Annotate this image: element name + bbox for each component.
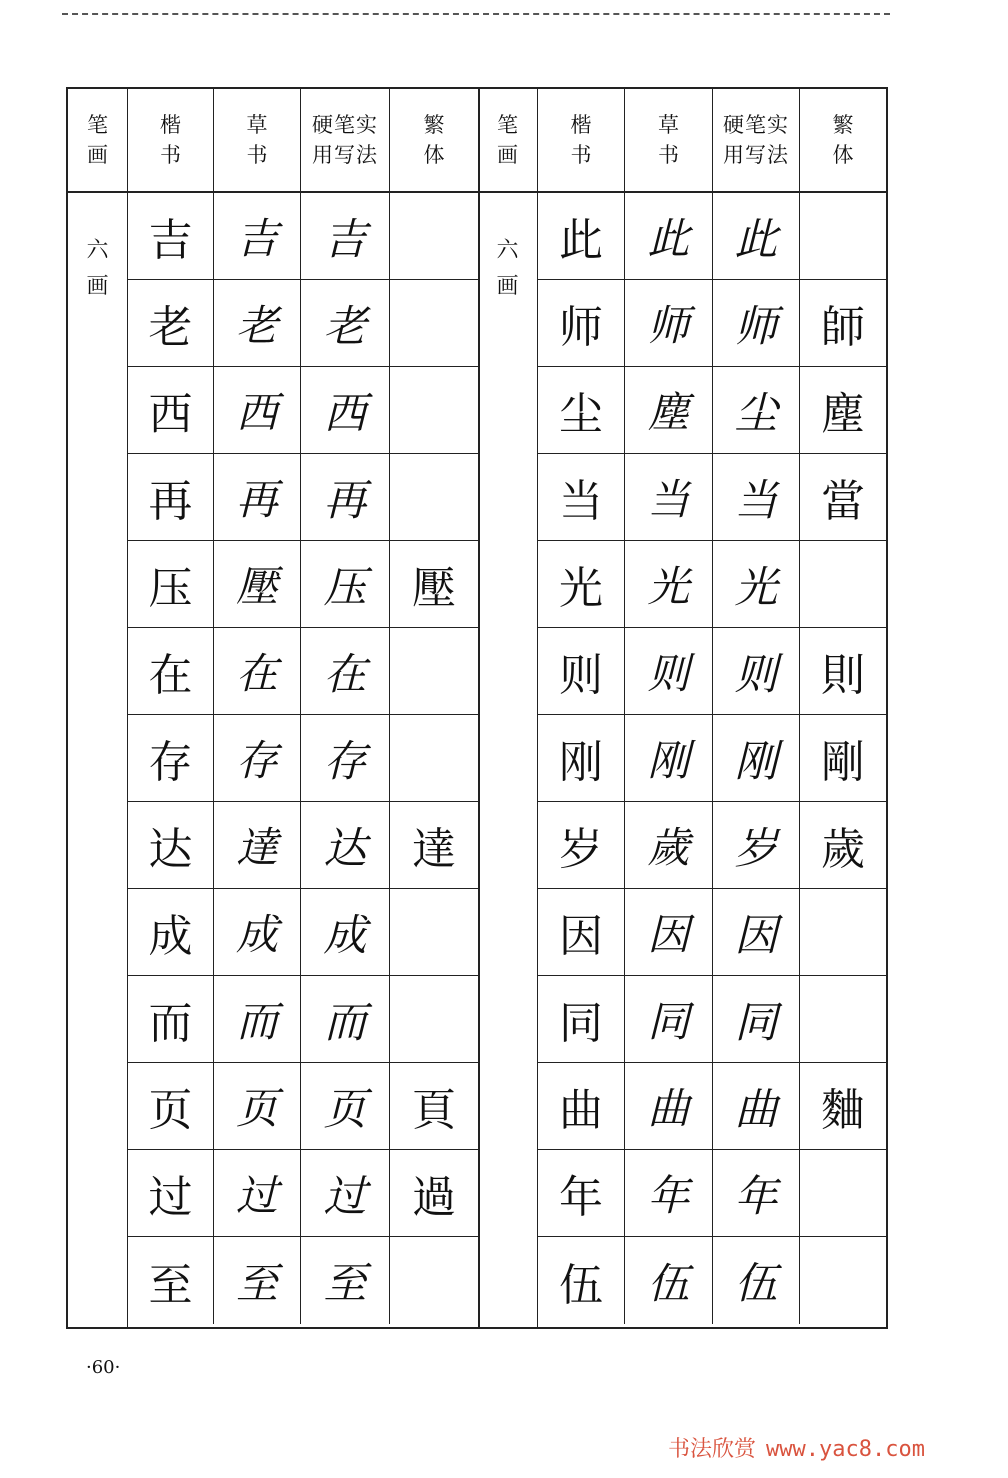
yingbi-cell: 曲	[713, 1063, 800, 1150]
kaishu-cell: 页	[128, 1063, 214, 1150]
table-row	[128, 628, 478, 715]
kaishu-cell: 刚	[538, 715, 625, 802]
caoshu-cell: 当	[625, 454, 713, 541]
table-row	[538, 1150, 886, 1237]
fanti-cell	[800, 541, 886, 628]
table-row	[128, 715, 478, 802]
yingbi-cell: 而	[301, 976, 390, 1063]
right-table	[478, 89, 886, 1327]
yingbi-cell: 西	[301, 367, 390, 454]
caoshu-cell: 歲	[625, 802, 713, 889]
caoshu-cell: 此	[625, 193, 713, 280]
fanti-cell	[800, 889, 886, 976]
caoshu-cell: 同	[625, 976, 713, 1063]
caoshu-cell: 成	[214, 889, 301, 976]
kaishu-cell: 老	[128, 280, 214, 367]
kaishu-cell: 伍	[538, 1237, 625, 1324]
table-row	[128, 889, 478, 976]
fanti-cell	[800, 193, 886, 280]
table-row	[128, 193, 478, 280]
header-yingbi	[301, 89, 390, 193]
yingbi-cell: 岁	[713, 802, 800, 889]
yingbi-cell: 压	[301, 541, 390, 628]
header-kaishu-label: 楷书	[570, 113, 592, 167]
fanti-cell: 塵	[800, 367, 886, 454]
table-row	[128, 541, 478, 628]
header-caoshu-label: 草书	[246, 113, 268, 167]
watermark-url: www.yac8.com	[766, 1437, 925, 1462]
fanti-cell	[800, 976, 886, 1063]
header-yingbi-label: 硬笔实用写法	[723, 113, 789, 167]
table-row	[128, 367, 478, 454]
caoshu-cell: 再	[214, 454, 301, 541]
table-row	[538, 628, 886, 715]
header-fanti-label: 繁体	[423, 113, 445, 167]
fanti-cell: 頁	[390, 1063, 478, 1150]
header-fanti-label: 繁体	[832, 113, 854, 167]
header-kaishu	[538, 89, 625, 193]
yingbi-cell: 在	[301, 628, 390, 715]
caoshu-cell: 而	[214, 976, 301, 1063]
yingbi-cell: 吉	[301, 193, 390, 280]
table-row	[538, 280, 886, 367]
header-kaishu	[128, 89, 214, 193]
header-yingbi-label: 硬笔实用写法	[312, 113, 378, 167]
yingbi-cell: 此	[713, 193, 800, 280]
yingbi-cell: 达	[301, 802, 390, 889]
yingbi-cell: 年	[713, 1150, 800, 1237]
kaishu-cell: 再	[128, 454, 214, 541]
kaishu-cell: 压	[128, 541, 214, 628]
yingbi-cell: 刚	[713, 715, 800, 802]
yingbi-cell: 当	[713, 454, 800, 541]
table-row	[538, 976, 886, 1063]
fanti-cell	[390, 715, 478, 802]
fanti-cell	[390, 889, 478, 976]
page-number: ·60·	[86, 1357, 121, 1378]
caoshu-cell: 老	[214, 280, 301, 367]
fanti-cell	[390, 367, 478, 454]
fanti-cell	[390, 454, 478, 541]
kaishu-cell: 存	[128, 715, 214, 802]
kaishu-cell: 尘	[538, 367, 625, 454]
caoshu-cell: 年	[625, 1150, 713, 1237]
kaishu-cell: 至	[128, 1237, 214, 1324]
fanti-cell	[800, 1150, 886, 1237]
table-row	[538, 193, 886, 280]
table-row	[128, 454, 478, 541]
kaishu-cell: 曲	[538, 1063, 625, 1150]
table-row	[538, 1063, 886, 1150]
fanti-cell: 師	[800, 280, 886, 367]
table-row	[538, 367, 886, 454]
caoshu-cell: 则	[625, 628, 713, 715]
header-yingbi	[713, 89, 800, 193]
kaishu-cell: 达	[128, 802, 214, 889]
fanti-cell: 剛	[800, 715, 886, 802]
header-fanti	[800, 89, 886, 193]
kaishu-cell: 成	[128, 889, 214, 976]
kaishu-cell: 西	[128, 367, 214, 454]
yingbi-cell: 至	[301, 1237, 390, 1324]
kaishu-cell: 在	[128, 628, 214, 715]
kaishu-cell: 吉	[128, 193, 214, 280]
header-caoshu	[214, 89, 301, 193]
table-row	[128, 976, 478, 1063]
table-row	[538, 802, 886, 889]
stroke-count-label: 六画	[496, 238, 519, 299]
fanti-cell	[390, 628, 478, 715]
yingbi-cell: 尘	[713, 367, 800, 454]
header-stroke	[478, 89, 538, 193]
table-row	[128, 1150, 478, 1237]
caoshu-cell: 过	[214, 1150, 301, 1237]
yingbi-cell: 因	[713, 889, 800, 976]
yingbi-cell: 伍	[713, 1237, 800, 1324]
site-watermark	[668, 1432, 925, 1463]
top-dashed-line	[62, 13, 890, 15]
kaishu-cell: 过	[128, 1150, 214, 1237]
fanti-cell	[390, 280, 478, 367]
kaishu-cell: 师	[538, 280, 625, 367]
caoshu-cell: 西	[214, 367, 301, 454]
table-row	[538, 541, 886, 628]
fanti-cell: 麯	[800, 1063, 886, 1150]
left-table	[68, 89, 480, 1327]
header-caoshu-label: 草书	[658, 113, 679, 167]
table-row	[538, 1237, 886, 1324]
header-stroke-label: 笔画	[87, 113, 108, 167]
fanti-cell: 當	[800, 454, 886, 541]
yingbi-cell: 同	[713, 976, 800, 1063]
header-caoshu	[625, 89, 713, 193]
kaishu-cell: 而	[128, 976, 214, 1063]
fanti-cell	[390, 976, 478, 1063]
kaishu-cell: 当	[538, 454, 625, 541]
caoshu-cell: 页	[214, 1063, 301, 1150]
fanti-cell	[390, 193, 478, 280]
table-row	[538, 715, 886, 802]
stroke-count-column	[68, 193, 128, 1327]
yingbi-cell: 再	[301, 454, 390, 541]
caoshu-cell: 光	[625, 541, 713, 628]
header-stroke-label: 笔画	[497, 113, 518, 167]
character-table	[66, 87, 888, 1329]
caoshu-cell: 师	[625, 280, 713, 367]
caoshu-cell: 曲	[625, 1063, 713, 1150]
fanti-cell: 壓	[390, 541, 478, 628]
kaishu-cell: 则	[538, 628, 625, 715]
table-row	[538, 454, 886, 541]
yingbi-cell: 页	[301, 1063, 390, 1150]
caoshu-cell: 塵	[625, 367, 713, 454]
caoshu-cell: 存	[214, 715, 301, 802]
kaishu-cell: 年	[538, 1150, 625, 1237]
caoshu-cell: 至	[214, 1237, 301, 1324]
caoshu-cell: 吉	[214, 193, 301, 280]
yingbi-cell: 师	[713, 280, 800, 367]
header-stroke	[68, 89, 128, 193]
fanti-cell	[800, 1237, 886, 1324]
fanti-cell: 則	[800, 628, 886, 715]
caoshu-cell: 壓	[214, 541, 301, 628]
header-fanti	[390, 89, 478, 193]
caoshu-cell: 刚	[625, 715, 713, 802]
fanti-cell: 歲	[800, 802, 886, 889]
kaishu-cell: 光	[538, 541, 625, 628]
kaishu-cell: 岁	[538, 802, 625, 889]
kaishu-cell: 同	[538, 976, 625, 1063]
caoshu-cell: 在	[214, 628, 301, 715]
caoshu-cell: 伍	[625, 1237, 713, 1324]
stroke-count-column	[478, 193, 538, 1327]
kaishu-cell: 因	[538, 889, 625, 976]
stroke-count-label: 六画	[86, 238, 109, 299]
table-row	[128, 802, 478, 889]
table-row	[128, 1063, 478, 1150]
table-row	[128, 280, 478, 367]
fanti-cell: 達	[390, 802, 478, 889]
kaishu-cell: 此	[538, 193, 625, 280]
fanti-cell: 過	[390, 1150, 478, 1237]
yingbi-cell: 光	[713, 541, 800, 628]
table-row	[128, 1237, 478, 1324]
watermark-text: 书法欣赏	[668, 1437, 757, 1462]
yingbi-cell: 过	[301, 1150, 390, 1237]
yingbi-cell: 老	[301, 280, 390, 367]
caoshu-cell: 因	[625, 889, 713, 976]
yingbi-cell: 存	[301, 715, 390, 802]
fanti-cell	[390, 1237, 478, 1324]
yingbi-cell: 则	[713, 628, 800, 715]
yingbi-cell: 成	[301, 889, 390, 976]
table-row	[538, 889, 886, 976]
header-kaishu-label: 楷书	[160, 113, 181, 167]
caoshu-cell: 達	[214, 802, 301, 889]
